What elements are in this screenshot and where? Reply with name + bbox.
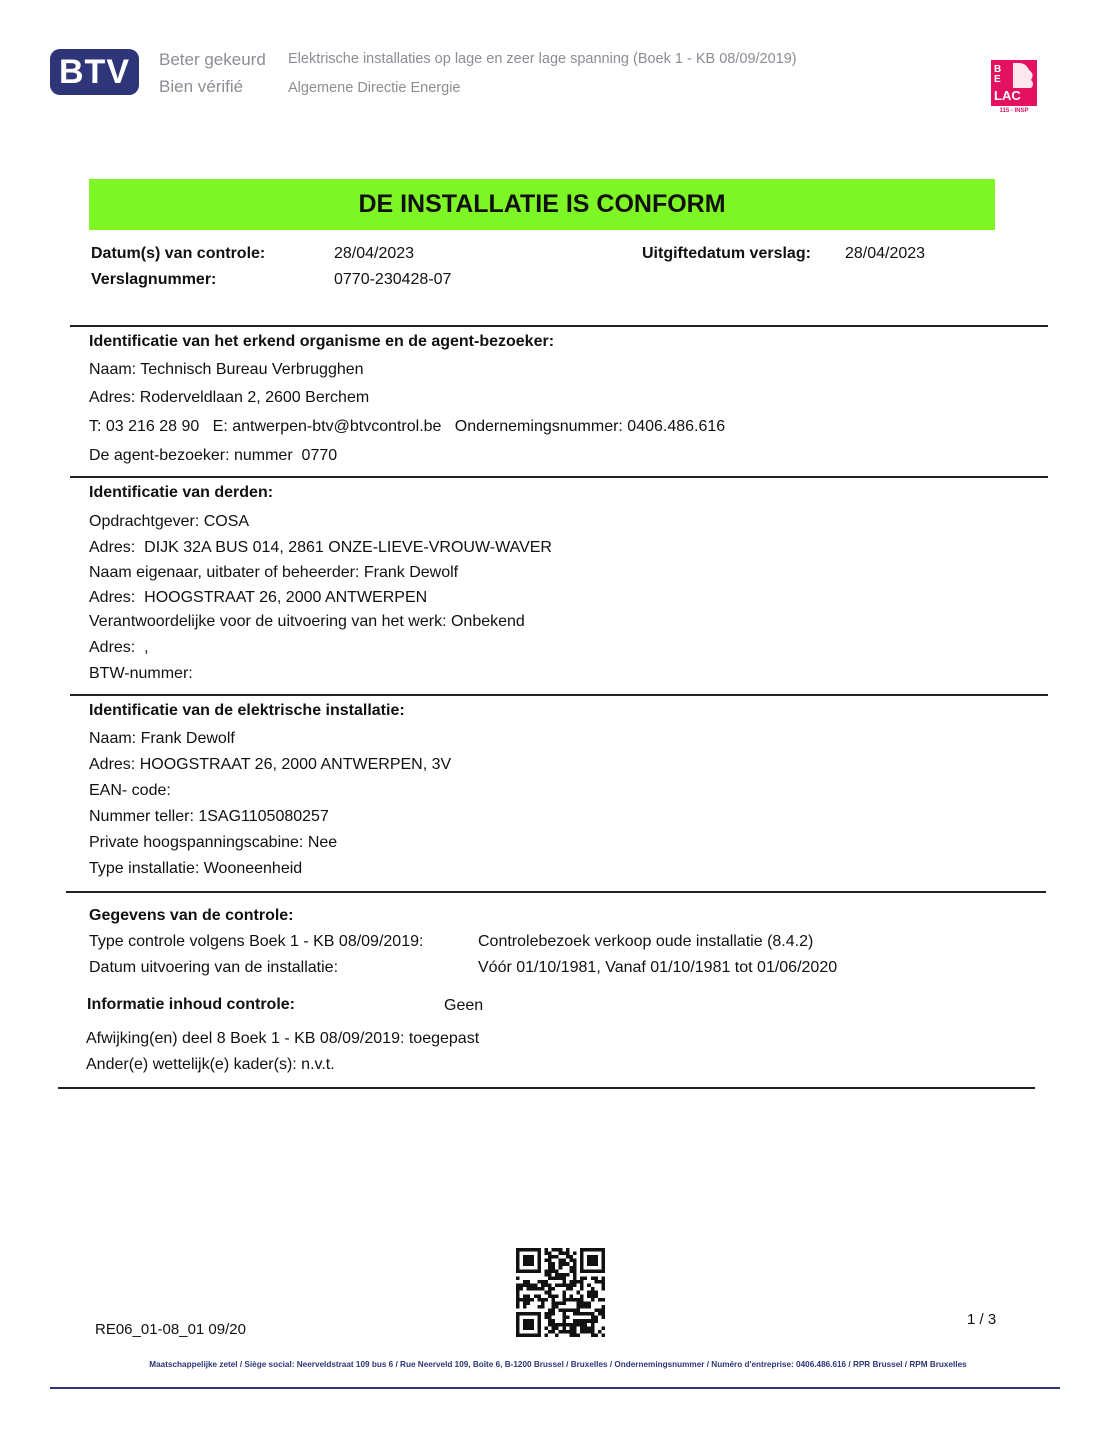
footer-rule xyxy=(50,1387,1060,1389)
issue-date-value: 28/04/2023 xyxy=(845,245,926,262)
installation-line: Naam: Frank Dewolf xyxy=(89,730,235,747)
divider xyxy=(66,891,1046,893)
qr-code xyxy=(516,1248,605,1337)
tagline-fr: Bien vérifié xyxy=(159,77,244,96)
belac-letter-e: E xyxy=(994,74,1001,85)
installation-line: Type installatie: Wooneenheid xyxy=(89,860,303,877)
control-type-value: Controlebezoek verkoop oude installatie (8.4.2) xyxy=(478,933,814,950)
other-framework-line: Ander(e) wettelijk(e) kader(s): n.v.t. xyxy=(86,1056,335,1073)
third-parties-line: Naam eigenaar, uitbater of beheerder: Frank Dewolf xyxy=(89,564,459,581)
control-info-label: Informatie inhoud controle: xyxy=(87,996,295,1013)
organism-agent: De agent-bezoeker: nummer 0770 xyxy=(89,447,338,464)
report-number-label: Verslagnummer: xyxy=(91,271,217,288)
installation-line: Adres: HOOGSTRAAT 26, 2000 ANTWERPEN, 3V xyxy=(89,756,452,773)
third-parties-line: Verantwoordelijke voor de uitvoering van het werk: Onbekend xyxy=(89,613,525,630)
belac-letters-lac: LAC xyxy=(994,88,1021,103)
legal-footer: Maatschappelijke zetel / Siège social: Neerveldstraat 109 bus 6 / Rue Neerveld 109, Boîte 6, B-1200 Brussel / Bruxelles / Ondernemingsnummer / Numéro d'entreprise: 0406.486.616 / RPR Brussel / RPM Bruxelles xyxy=(149,1360,967,1369)
third-parties-line: Adres: , xyxy=(89,639,149,656)
control-section-title: Gegevens van de controle: xyxy=(89,907,294,924)
organism-section-title: Identificatie van het erkend organisme en de agent-bezoeker: xyxy=(89,333,555,350)
control-dates-label: Datum(s) van controle: xyxy=(91,245,266,262)
installation-date-label: Datum uitvoering van de installatie: xyxy=(89,959,339,976)
divider xyxy=(58,1087,1035,1089)
organism-address: Adres: Roderveldlaan 2, 2600 Berchem xyxy=(89,389,370,406)
third-parties-line: Adres: HOOGSTRAAT 26, 2000 ANTWERPEN xyxy=(89,589,428,606)
third-parties-line: Opdrachtgever: COSA xyxy=(89,513,250,530)
divider xyxy=(70,694,1048,696)
installation-section-title: Identificatie van de elektrische installatie: xyxy=(89,702,405,719)
header-directorate: Algemene Directie Energie xyxy=(288,80,461,96)
installation-line: Private hoogspanningscabine: Nee xyxy=(89,834,338,851)
divider xyxy=(70,325,1048,327)
issue-date-label: Uitgiftedatum verslag: xyxy=(642,245,811,262)
organism-name: Naam: Technisch Bureau Verbrugghen xyxy=(89,361,364,378)
installation-date-value: Vóór 01/10/1981, Vanaf 01/10/1981 tot 01/06/2020 xyxy=(478,959,838,976)
report-number-value: 0770-230428-07 xyxy=(334,271,452,288)
belac-code: 115 - INSP xyxy=(999,108,1029,114)
third-parties-line: Adres: DIJK 32A BUS 014, 2861 ONZE-LIEVE-VROUW-WAVER xyxy=(89,539,552,556)
third-parties-section-title: Identificatie van derden: xyxy=(89,484,274,501)
header-subtitle: Elektrische installaties op lage en zeer lage spanning (Boek 1 - KB 08/09/2019) xyxy=(288,51,797,67)
control-dates-value: 28/04/2023 xyxy=(334,245,415,262)
status-banner: DE INSTALLATIE IS CONFORM xyxy=(89,179,995,230)
btv-logo: BTV xyxy=(50,49,139,95)
installation-line: Nummer teller: 1SAG1105080257 xyxy=(89,808,329,825)
control-info-value: Geen xyxy=(444,997,484,1014)
deviations-line: Afwijking(en) deel 8 Boek 1 - KB 08/09/2019: toegepast xyxy=(86,1030,480,1047)
installation-line: EAN- code: xyxy=(89,782,171,799)
tagline-nl: Beter gekeurd xyxy=(159,50,266,69)
belac-letter-b: B xyxy=(994,64,1002,75)
form-code: RE06_01-08_01 09/20 xyxy=(95,1321,246,1338)
organism-contact: T: 03 216 28 90 E: antwerpen-btv@btvcontrol.be Ondernemingsnummer: 0406.486.616 xyxy=(89,418,726,435)
control-type-label: Type controle volgens Boek 1 - KB 08/09/2019: xyxy=(89,933,424,950)
divider xyxy=(70,476,1048,478)
page-indicator: 1 / 3 xyxy=(967,1311,997,1328)
third-parties-line: BTW-nummer: xyxy=(89,665,193,682)
belac-logo xyxy=(991,60,1037,114)
